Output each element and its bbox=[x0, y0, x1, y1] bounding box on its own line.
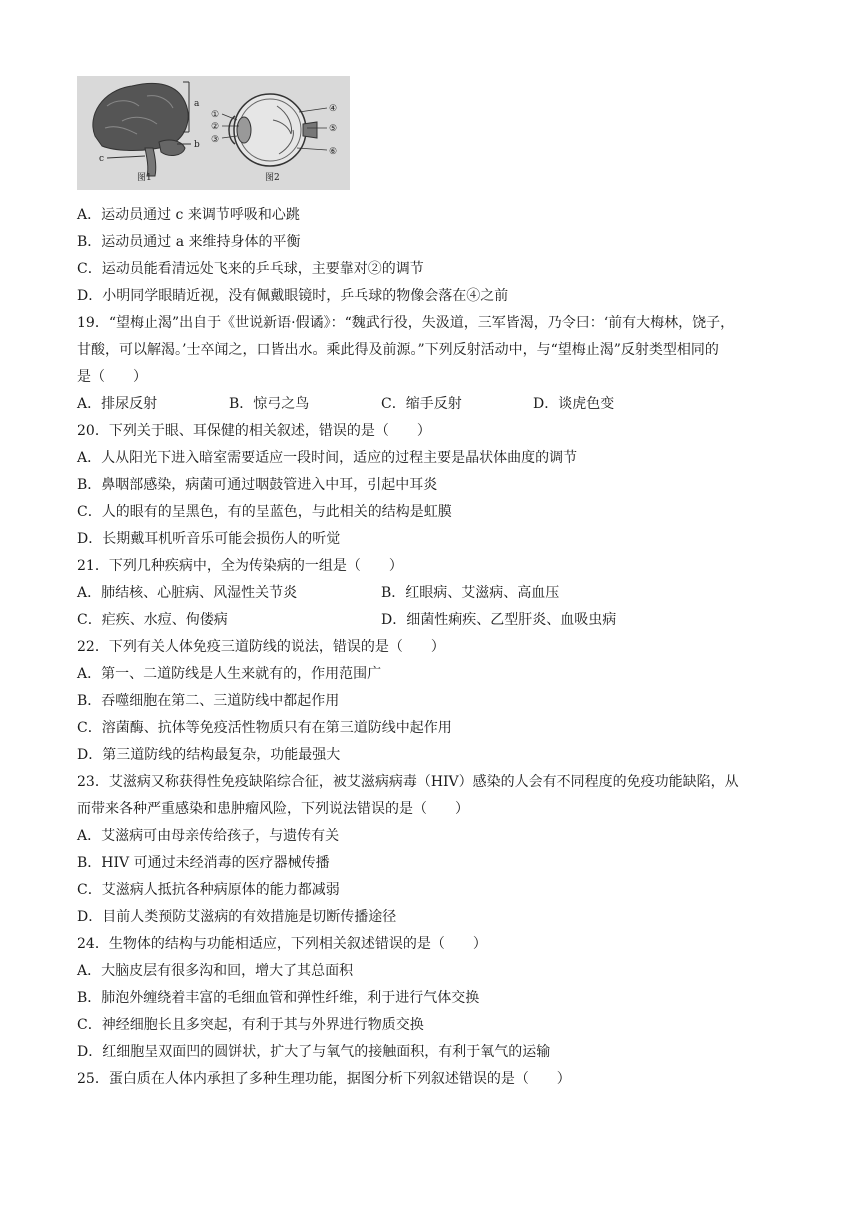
q18-option-c: C．运动员能看清远处飞来的乒乓球，主要靠对②的调节 bbox=[77, 261, 424, 277]
caption-fig2: 图2 bbox=[265, 173, 280, 183]
brain-eye-figure bbox=[77, 76, 350, 190]
q23-stem-line1: 23．艾滋病又称获得性免疫缺陷综合征，被艾滋病病毒（HIV）感染的人会有不同程度的免疫功能缺陷，从 bbox=[77, 774, 739, 790]
q21-option-b: B．红眼病、艾滋病、高血压 bbox=[381, 585, 560, 601]
q24-option-c: C．神经细胞长且多突起，有利于其与外界进行物质交换 bbox=[77, 1017, 424, 1033]
q23-option-c: C．艾滋病人抵抗各种病原体的能力都减弱 bbox=[77, 882, 340, 898]
eye-label-3: ③ bbox=[211, 135, 220, 145]
q18-option-b: B．运动员通过 a 来维持身体的平衡 bbox=[77, 234, 301, 250]
q20-option-b: B．鼻咽部感染，病菌可通过咽鼓管进入中耳，引起中耳炎 bbox=[77, 477, 438, 493]
q19-stem-line1: 19．“望梅止渴”出自于《世说新语·假谲》：“魏武行役，失汲道，三军皆渴，乃令曰：‘前有大梅林，饶子， bbox=[77, 315, 735, 331]
caption-fig1: 图1 bbox=[137, 173, 152, 183]
q21-option-c: C．疟疾、水痘、佝偻病 bbox=[77, 612, 228, 628]
q22-option-b: B．吞噬细胞在第二、三道防线中都起作用 bbox=[77, 693, 340, 709]
q19-option-a: A．排尿反射 bbox=[77, 396, 158, 412]
q19-option-b: B．惊弓之鸟 bbox=[229, 396, 310, 412]
q19-stem-line2: 甘酸，可以解渴。’士卒闻之，口皆出水。乘此得及前源。”下列反射活动中，与“望梅止渴”反射类型相同的 bbox=[77, 342, 719, 358]
q21-option-d: D．细菌性痢疾、乙型肝炎、血吸虫病 bbox=[381, 612, 617, 628]
q23-option-b: B．HIV 可通过未经消毒的医疗器械传播 bbox=[77, 855, 330, 871]
q20-option-c: C．人的眼有的呈黑色，有的呈蓝色，与此相关的结构是虹膜 bbox=[77, 504, 452, 520]
question-list bbox=[77, 202, 787, 1093]
q24-option-b: B．肺泡外缠绕着丰富的毛细血管和弹性纤维，利于进行气体交换 bbox=[77, 990, 480, 1006]
eye-illustration bbox=[222, 94, 327, 166]
q20-option-d: D．长期戴耳机听音乐可能会损伤人的听觉 bbox=[77, 531, 341, 547]
label-c: c bbox=[99, 154, 105, 164]
q21-option-a: A．肺结核、心脏病、风湿性关节炎 bbox=[77, 585, 298, 601]
question-figure bbox=[77, 76, 350, 190]
q24-stem: 24．生物体的结构与功能相适应，下列相关叙述错误的是（ ） bbox=[77, 936, 487, 952]
eye-label-1: ① bbox=[211, 110, 220, 120]
q22-stem: 22．下列有关人体免疫三道防线的说法，错误的是（ ） bbox=[77, 639, 445, 655]
q21-options-row1 bbox=[77, 580, 787, 607]
q23-option-d: D．目前人类预防艾滋病的有效措施是切断传播途径 bbox=[77, 909, 397, 925]
q24-option-a: A．大脑皮层有很多沟和回，增大了其总面积 bbox=[77, 963, 354, 979]
q21-stem: 21．下列几种疾病中，全为传染病的一组是（ ） bbox=[77, 558, 403, 574]
eye-label-2: ② bbox=[211, 122, 220, 132]
q23-option-a: A．艾滋病可由母亲传给孩子，与遗传有关 bbox=[77, 828, 340, 844]
label-a: a bbox=[194, 99, 200, 109]
q25-stem: 25．蛋白质在人体内承担了多种生理功能，据图分析下列叙述错误的是（ ） bbox=[77, 1071, 571, 1087]
label-b: b bbox=[194, 140, 200, 150]
eye-label-5: ⑤ bbox=[329, 124, 338, 134]
q22-option-a: A．第一、二道防线是人生来就有的，作用范围广 bbox=[77, 666, 382, 682]
q21-options-row2 bbox=[77, 607, 787, 634]
q19-option-c: C．缩手反射 bbox=[381, 396, 462, 412]
q24-option-d: D．红细胞呈双面凹的圆饼状，扩大了与氧气的接触面积，有利于氧气的运输 bbox=[77, 1044, 551, 1060]
q19-stem-line3: 是（ ） bbox=[77, 369, 147, 385]
q23-stem-line2: 而带来各种严重感染和患肿瘤风险，下列说法错误的是（ ） bbox=[77, 801, 469, 817]
q19-options bbox=[77, 391, 787, 418]
eye-label-6: ⑥ bbox=[329, 147, 338, 157]
q18-option-a: A．运动员通过 c 来调节呼吸和心跳 bbox=[77, 207, 300, 223]
q22-option-c: C．溶菌酶、抗体等免疫活性物质只有在第三道防线中起作用 bbox=[77, 720, 452, 736]
q22-option-d: D．第三道防线的结构最复杂，功能最强大 bbox=[77, 747, 341, 763]
q19-option-d: D．谈虎色变 bbox=[533, 396, 615, 412]
eye-label-4: ④ bbox=[329, 104, 338, 114]
q20-stem: 20．下列关于眼、耳保健的相关叙述，错误的是（ ） bbox=[77, 423, 431, 439]
brain-illustration bbox=[93, 82, 191, 176]
q18-option-d: D．小明同学眼睛近视，没有佩戴眼镜时，乒乓球的物像会落在④之前 bbox=[77, 288, 509, 304]
q20-option-a: A．人从阳光下进入暗室需要适应一段时间，适应的过程主要是晶状体曲度的调节 bbox=[77, 450, 578, 466]
